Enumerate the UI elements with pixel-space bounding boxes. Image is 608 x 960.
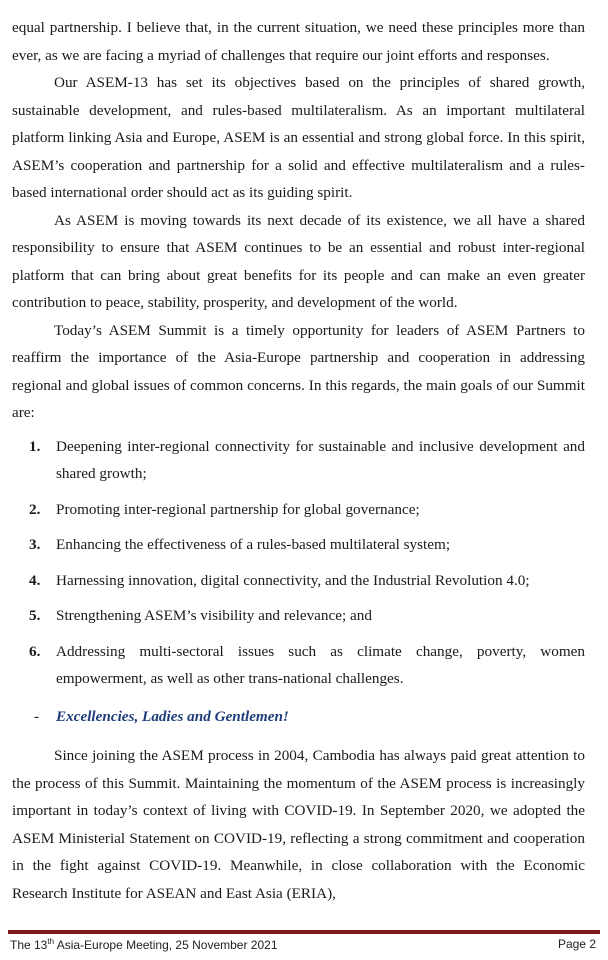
footer-divider	[8, 930, 600, 934]
list-number: 3.	[29, 536, 41, 553]
paragraph-asem13-objectives: Our ASEM-13 has set its objectives based on the principles of shared growth, sustainable development, and rules-based multilateralism. As an important multilateral platform linking Asia and Europe, ASEM is an essential and strong global force. In this spirit, ASEM’s cooperation and partnership for a solid and effective multilateralism and a rules-based international order should act as its guiding spirit.	[12, 74, 585, 201]
salutation	[12, 703, 585, 731]
list-item-text: Harnessing innovation, digital connectivity, and the Industrial Revolution 4.0;	[56, 571, 530, 589]
summit-goals-list	[12, 433, 585, 693]
list-number: 2.	[29, 500, 41, 518]
footer-event-title	[10, 937, 278, 952]
list-item-text: Addressing multi-sectoral issues such as climate change, poverty, women empowerment, as well as other trans-national challenges.	[56, 642, 585, 687]
list-number: 1.	[29, 437, 41, 455]
footer-title-prefix: The 13	[10, 938, 48, 952]
list-item	[12, 496, 585, 524]
list-number: 5.	[29, 607, 41, 624]
salutation-dash: -	[34, 707, 40, 725]
list-item	[12, 433, 585, 488]
list-item	[12, 531, 585, 559]
list-number: 4.	[29, 571, 41, 589]
list-item	[12, 602, 585, 630]
list-item	[12, 567, 585, 595]
footer-title-suffix: Asia-Europe Meeting, 25 November 2021	[54, 938, 278, 952]
page-footer	[10, 937, 596, 952]
document-body	[12, 14, 585, 907]
paragraph-continuation: equal partnership. I believe that, in the current situation, we need these principles more than ever, as we are facing a myriad of challenges that require our joint efforts and responses.	[12, 19, 585, 64]
list-item-text: Deepening inter-regional connectivity for sustainable and inclusive development and shared growth;	[56, 437, 585, 482]
footer-title-ordinal: th	[47, 937, 55, 946]
salutation-text: Excellencies, Ladies and Gentlemen!	[56, 707, 289, 725]
paragraph-summit-goals-intro: Today’s ASEM Summit is a timely opportunity for leaders of ASEM Partners to reaffirm the importance of the Asia-Europe partnership and cooperation in addressing regional and global issues of common concerns. In this regards, the main goals of our Summit are:	[12, 321, 585, 421]
page-number: Page 2	[557, 937, 596, 951]
list-item-text: Enhancing the effectiveness of a rules-based multilateral system;	[56, 536, 451, 553]
paragraph-next-decade: As ASEM is moving towards its next decade of its existence, we all have a shared responsibility to ensure that ASEM continues to be an essential and robust inter-regional platform that can bring about great benefits for its people and can make an even greater contribution to peace, stability, prosperity, and development of the world.	[12, 211, 585, 311]
list-item	[12, 638, 585, 693]
list-item-text: Promoting inter-regional partnership for global governance;	[56, 500, 420, 518]
list-item-text: Strengthening ASEM’s visibility and relevance; and	[56, 607, 372, 624]
list-number: 6.	[29, 642, 41, 660]
paragraph-cambodia-asem: Since joining the ASEM process in 2004, Cambodia has always paid great attention to the process of this Summit. Maintaining the momentum of the ASEM process is increasingly important in today’s context of living with COVID-19. In September 2020, we adopted the ASEM Ministerial Statement on COVID-19, reflecting a strong commitment and cooperation in the fight against COVID-19. Meanwhile, in close collaboration with the Economic Research Institute for ASEAN and East Asia (ERIA),	[12, 747, 585, 902]
